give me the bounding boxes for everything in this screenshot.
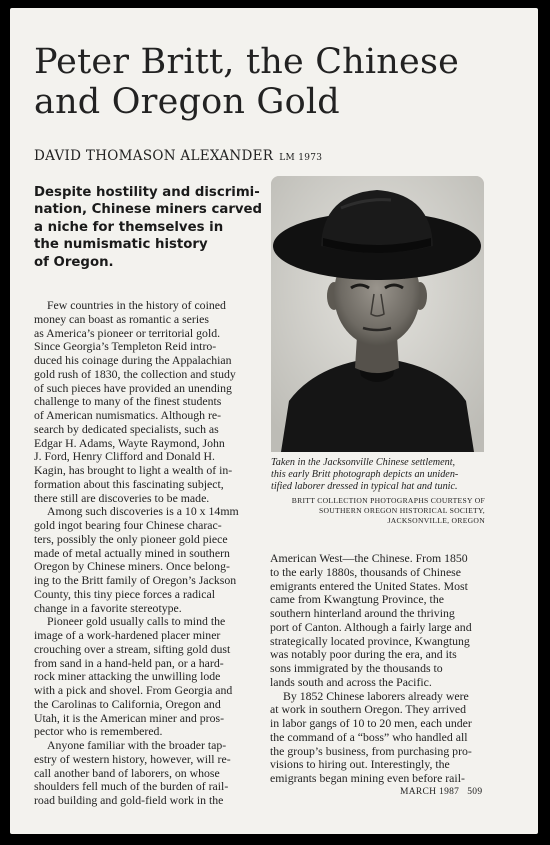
magazine-page <box>10 8 538 834</box>
body-line: from sand in a hand-held pan, or a hard- <box>34 655 224 670</box>
deck-line: Despite hostility and discrimi- <box>34 185 260 200</box>
body-line: image of a work-hardened placer miner <box>34 628 221 642</box>
body-line: change in a favorite stereotype. <box>34 600 182 615</box>
body-line: the Carolinas to California, Oregon and <box>34 696 221 711</box>
body-line: search by dedicated specialists, such as <box>34 421 219 436</box>
body-line: Edgar H. Adams, Wayte Raymond, John <box>34 435 225 450</box>
byline <box>34 148 322 164</box>
body-line: strategically located province, Kwangtung <box>270 633 470 648</box>
body-line: gold ingot bearing four Chinese charac- <box>34 518 222 532</box>
photo-credit <box>271 496 485 526</box>
credit-line: BRITT COLLECTION PHOTOGRAPHS COURTESY OF <box>291 496 485 505</box>
body-line: emigrants entered the United States. Most <box>270 578 468 593</box>
body-line: road building and gold-field work in the <box>34 793 224 807</box>
credit-line: JACKSONVILLE, OREGON <box>387 516 485 525</box>
deck-line: nation, Chinese miners carved <box>34 202 263 218</box>
body-line: money can boast as romantic a series <box>34 311 209 326</box>
body-line: southern hinterland around the thriving <box>270 606 455 620</box>
body-line: of American numismatics. Although re- <box>34 408 222 422</box>
body-line: crouching over a stream, sifting gold dust <box>34 641 231 656</box>
caption-line: Taken in the Jacksonville Chinese settlement, <box>271 457 456 468</box>
deck-line: of Oregon. <box>34 254 114 270</box>
author-name: DAVID THOMASON ALEXANDER <box>34 148 274 164</box>
title-line: Peter Britt, the Chinese <box>34 42 460 82</box>
body-line: emigrants began mining even before rail- <box>270 771 465 785</box>
body-line: rock miner attacking the unwilling lode <box>34 669 221 684</box>
body-line: Kagin, has brought to light a wealth of in- <box>34 463 233 477</box>
body-line: sons immigrated by the thousands to <box>270 661 443 675</box>
body-line: Utah, it is the American miner and pros- <box>34 710 225 725</box>
article-deck <box>34 184 266 271</box>
photo-caption <box>271 457 501 492</box>
body-line: American West—the Chinese. From 1850 <box>270 551 468 565</box>
body-line: came from Kwangtung Province, the <box>270 592 444 607</box>
body-line: to the early 1880s, thousands of Chinese <box>270 564 462 579</box>
article-title <box>34 42 534 122</box>
body-line: County, this tiny piece forces a radical <box>34 586 216 601</box>
body-line: port of Canton. Although a fairly large and <box>270 619 472 634</box>
caption-line: tified laborer dressed in typical hat and tunic. <box>271 480 458 492</box>
body-column-right <box>270 552 520 786</box>
body-line: shoulders fell much of the burden of rail- <box>34 779 229 794</box>
body-line: with a pick and shovel. From Georgia and <box>34 683 233 697</box>
body-line: made of metal actually mined in southern <box>34 545 230 560</box>
body-line: as America’s pioneer or territorial gold. <box>34 325 221 340</box>
body-line: Since Georgia’s Templeton Reid intro- <box>34 339 217 354</box>
portrait-photo <box>271 176 484 452</box>
body-line: lands south and across the Pacific. <box>270 674 432 689</box>
body-line: Among such discoveries is a 10 x 14mm <box>47 504 239 519</box>
body-line: J. Ford, Henry Clifford and Donald H. <box>34 449 215 464</box>
body-line: in labor gangs of 10 to 20 men, each under <box>270 716 472 730</box>
issue-date: MARCH 1987 <box>400 787 460 797</box>
caption-line: this early Britt photograph depicts an uniden- <box>271 468 459 480</box>
body-line: Few countries in the history of coined <box>47 298 226 312</box>
body-line: By 1852 Chinese laborers already were <box>283 688 469 703</box>
deck-line: a niche for themselves in <box>34 219 224 235</box>
body-line: ing to the Britt family of Oregon’s Jackson <box>34 573 237 587</box>
body-line: Pioneer gold usually calls to mind the <box>47 614 226 629</box>
body-line: there still are discoveries to be made. <box>34 490 210 505</box>
body-line: visions to hiring out. Interestingly, the <box>270 757 450 772</box>
body-line: call another band of laborers, on whose <box>34 765 220 780</box>
title-line: and Oregon Gold <box>34 82 340 122</box>
deck-line: the numismatic history <box>34 237 208 253</box>
body-line: ters, possibly the only pioneer gold piece <box>34 531 228 546</box>
body-line: Anyone familiar with the broader tap- <box>47 738 227 752</box>
body-line: gold rush of 1830, the collection and study <box>34 366 236 381</box>
body-line: pector who is remembered. <box>34 724 163 739</box>
body-line: formation about this fascinating subject, <box>34 476 224 491</box>
body-line: Oregon by Chinese miners. Once belong- <box>34 559 230 574</box>
body-line: at work in southern Oregon. They arrived <box>270 702 467 717</box>
author-suffix: LM 1973 <box>279 153 323 163</box>
body-line: the group’s business, from purchasing pro- <box>270 743 472 758</box>
portrait-illustration <box>271 176 484 452</box>
body-line: the command of a “boss” who handled all <box>270 729 468 744</box>
body-line: estry of western history, however, will re- <box>34 751 231 766</box>
page-footer <box>400 787 482 797</box>
body-line: challenge to many of the finest students <box>34 394 222 409</box>
body-line: duced his coinage during the Appalachian <box>34 353 232 367</box>
body-column-left <box>34 299 284 808</box>
page-number: 509 <box>467 787 483 797</box>
credit-line: SOUTHERN OREGON HISTORICAL SOCIETY, <box>318 506 485 515</box>
body-line: of such pieces have provided an unending <box>34 380 232 395</box>
body-line: was notably poor during the era, and its <box>270 647 457 662</box>
